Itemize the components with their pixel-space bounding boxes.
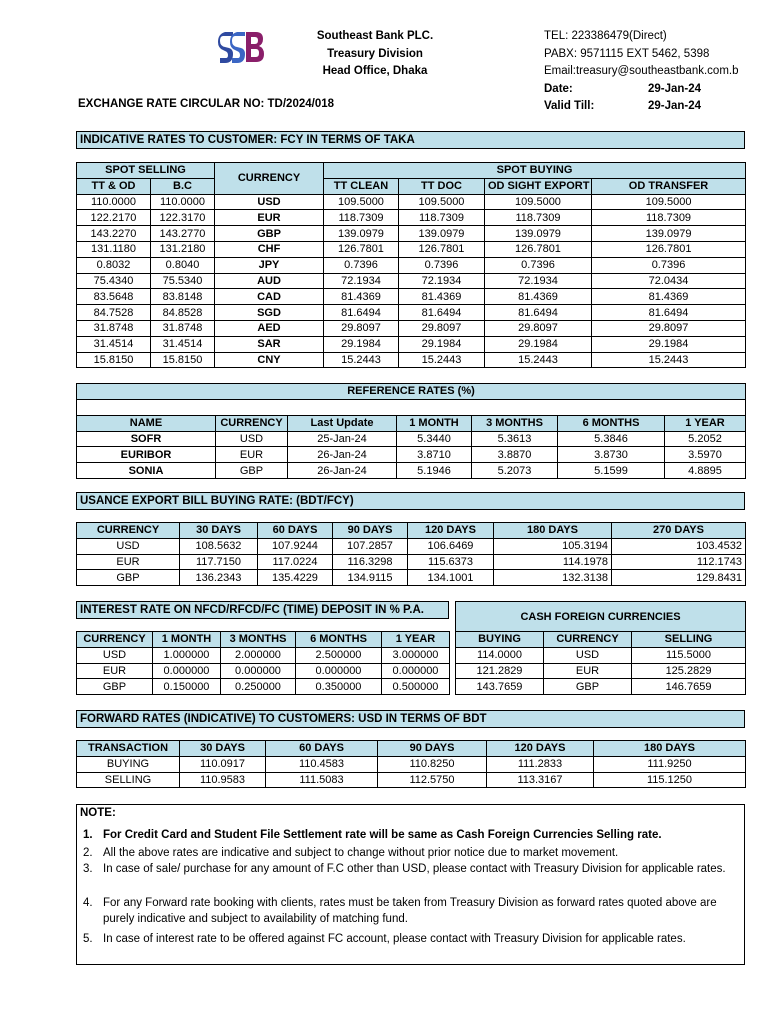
table-cell: SOFR (77, 431, 216, 447)
column-header: TT DOC (399, 178, 485, 194)
table-cell: 109.5000 (592, 194, 746, 210)
table-cell: 107.2857 (333, 538, 408, 554)
table-cell: 3.5970 (665, 447, 746, 463)
column-header: 180 DAYS (594, 741, 746, 757)
table-cell: 3.8710 (397, 447, 472, 463)
table-cell: 25-Jan-24 (288, 431, 397, 447)
table-cell: 0.350000 (296, 679, 382, 695)
table-cell: 110.0917 (180, 756, 266, 772)
table-cell: CNY (215, 352, 324, 368)
table-cell: 84.8528 (151, 305, 215, 321)
table-cell: 118.7309 (324, 210, 399, 226)
column-header: 270 DAYS (612, 523, 746, 539)
table-cell: USD (77, 538, 180, 554)
column-header: 180 DAYS (494, 523, 612, 539)
table-cell: 122.2170 (77, 210, 151, 226)
table-cell: 111.9250 (594, 756, 746, 772)
table-row (77, 352, 746, 368)
table-cell: 5.2073 (472, 463, 558, 479)
note-number: 2. (83, 847, 93, 859)
table-row (456, 647, 746, 663)
table-cell: 81.4369 (485, 289, 592, 305)
table-cell: 15.2443 (399, 352, 485, 368)
table-row (77, 663, 450, 679)
table-cell: 29.1984 (399, 336, 485, 352)
table-cell: 118.7309 (399, 210, 485, 226)
currency-header: CURRENCY (215, 163, 324, 195)
table-cell: AED (215, 320, 324, 336)
column-header: Last Update (288, 415, 397, 431)
usance-title: USANCE EXPORT BILL BUYING RATE: (BDT/FCY) (76, 492, 745, 510)
table-cell: 132.3138 (494, 570, 612, 586)
table-cell: 0.000000 (296, 663, 382, 679)
table-cell: EUR (544, 663, 632, 679)
bank-logo (216, 30, 266, 64)
table-row (77, 756, 746, 772)
table-cell: 72.1934 (324, 273, 399, 289)
table-cell: USD (77, 647, 153, 663)
table-cell: EUR (215, 210, 324, 226)
table-cell: 105.3194 (494, 538, 612, 554)
table-cell: 134.1001 (408, 570, 494, 586)
table-cell: 4.8895 (665, 463, 746, 479)
table-cell: 109.5000 (399, 194, 485, 210)
table-row (77, 226, 746, 242)
table-cell: 3.000000 (382, 647, 450, 663)
table-cell: 81.6494 (485, 305, 592, 321)
column-header: TRANSACTION (77, 741, 180, 757)
table-cell: 5.3440 (397, 431, 472, 447)
table-cell: 81.6494 (592, 305, 746, 321)
table-cell: 121.2829 (456, 663, 544, 679)
table-cell: EUR (216, 447, 288, 463)
table-cell: 143.2270 (77, 226, 151, 242)
table-cell: 29.8097 (592, 320, 746, 336)
column-header: 60 DAYS (258, 523, 333, 539)
table-cell: 0.8032 (77, 257, 151, 273)
table-cell: 15.2443 (592, 352, 746, 368)
column-header: NAME (77, 415, 216, 431)
table-cell: GBP (215, 226, 324, 242)
table-row (456, 679, 746, 695)
table-cell: 83.5648 (77, 289, 151, 305)
table-row (77, 538, 746, 554)
table-cell: 75.4340 (77, 273, 151, 289)
division-name: Treasury Division (327, 47, 423, 60)
column-header: 3 MONTHS (472, 415, 558, 431)
table-cell: 83.8148 (151, 289, 215, 305)
table-cell: 84.7528 (77, 305, 151, 321)
column-header: CURRENCY (77, 523, 180, 539)
table-cell: 143.2770 (151, 226, 215, 242)
table-cell: 118.7309 (485, 210, 592, 226)
column-header: SELLING (632, 632, 746, 648)
table-cell: 131.2180 (151, 241, 215, 257)
table-cell: 29.1984 (592, 336, 746, 352)
table-row (77, 647, 450, 663)
table-cell: 126.7801 (485, 241, 592, 257)
table-cell: 111.5083 (266, 772, 378, 788)
table-cell: 117.7150 (180, 554, 258, 570)
table-cell: USD (216, 431, 288, 447)
interest-rate-table (76, 631, 450, 695)
table-cell: 3.8730 (558, 447, 665, 463)
table-cell: 126.7801 (399, 241, 485, 257)
table-cell: 139.0979 (485, 226, 592, 242)
table-row (77, 305, 746, 321)
table-cell: BUYING (77, 756, 180, 772)
table-row (77, 210, 746, 226)
table-cell: SGD (215, 305, 324, 321)
valid-till-value: 29-Jan-24 (648, 100, 702, 112)
valid-till-label: Valid Till: (544, 100, 595, 112)
table-cell: 114.0000 (456, 647, 544, 663)
table-cell: 0.150000 (153, 679, 221, 695)
table-row (77, 447, 746, 463)
office-name: Head Office, Dhaka (322, 65, 428, 77)
contact-info (544, 28, 768, 116)
table-cell: 131.1180 (77, 241, 151, 257)
table-cell: 29.8097 (399, 320, 485, 336)
notes-title: NOTE: (80, 807, 116, 819)
column-header: OD SIGHT EXPORT (485, 178, 592, 194)
table-row (77, 554, 746, 570)
table-cell: 5.1946 (397, 463, 472, 479)
column-header: 30 DAYS (180, 741, 266, 757)
column-header: 6 MONTHS (296, 632, 382, 648)
table-cell: 109.5000 (324, 194, 399, 210)
table-cell: 1.000000 (153, 647, 221, 663)
column-header: 1 MONTH (153, 632, 221, 648)
table-cell: 109.5000 (485, 194, 592, 210)
table-cell: 26-Jan-24 (288, 463, 397, 479)
column-header: CURRENCY (544, 632, 632, 648)
table-cell: EUR (77, 663, 153, 679)
note-item (83, 895, 743, 927)
table-cell: 115.5000 (632, 647, 746, 663)
table-cell: 110.0000 (77, 194, 151, 210)
table-cell: 134.9115 (333, 570, 408, 586)
table-cell: 116.3298 (333, 554, 408, 570)
table-cell: 72.1934 (485, 273, 592, 289)
column-header: BUYING (456, 632, 544, 648)
table-cell: GBP (77, 679, 153, 695)
table-cell: 81.4369 (324, 289, 399, 305)
table-cell: 81.4369 (399, 289, 485, 305)
spot-selling-header: SPOT SELLING (77, 163, 215, 179)
bank-name: Southeast Bank PLC. (316, 30, 434, 42)
table-cell: 75.5340 (151, 273, 215, 289)
table-cell: 117.0224 (258, 554, 333, 570)
table-cell: SELLING (77, 772, 180, 788)
table-cell: 110.9583 (180, 772, 266, 788)
table-cell: 114.1978 (494, 554, 612, 570)
table-cell: GBP (544, 679, 632, 695)
note-number: 5. (83, 933, 93, 945)
note-item (83, 931, 743, 947)
table-cell: 5.1599 (558, 463, 665, 479)
table-cell: 0.000000 (221, 663, 296, 679)
table-row (77, 431, 746, 447)
table-cell: 72.1934 (399, 273, 485, 289)
table-cell: 72.0434 (592, 273, 746, 289)
column-header: 1 YEAR (665, 415, 746, 431)
table-cell: CHF (215, 241, 324, 257)
column-header: 1 YEAR (382, 632, 450, 648)
note-item (83, 827, 743, 843)
note-text: In case of interest rate to be offered against FC account, please contact with Treasury Division for applicable rates. (103, 933, 686, 945)
table-cell: 113.3167 (487, 772, 594, 788)
indicative-rates-table (76, 162, 746, 368)
column-header: TT & OD (77, 178, 151, 194)
table-cell: USD (215, 194, 324, 210)
table-cell: 15.8150 (77, 352, 151, 368)
table-row (77, 241, 746, 257)
table-row (77, 320, 746, 336)
table-cell: EURIBOR (77, 447, 216, 463)
note-text: In case of sale/ purchase for any amount of F.C other than USD, please contact with Treasury Division for applicable rates. (103, 863, 726, 875)
table-cell: 0.7396 (592, 257, 746, 273)
column-header: B.C (151, 178, 215, 194)
table-cell: 2.000000 (221, 647, 296, 663)
column-header: CURRENCY (77, 632, 153, 648)
table-cell: 139.0979 (324, 226, 399, 242)
table-cell: 110.4583 (266, 756, 378, 772)
note-number: 4. (83, 897, 93, 909)
table-cell: 115.1250 (594, 772, 746, 788)
pabx-text: PABX: 9571115 EXT 5462, 5398 (544, 47, 710, 60)
indicative-rates-title: INDICATIVE RATES TO CUSTOMER: FCY IN TERMS OF TAKA (76, 131, 745, 149)
table-cell: 0.7396 (324, 257, 399, 273)
table-cell: 139.0979 (399, 226, 485, 242)
table-cell: AUD (215, 273, 324, 289)
table-cell: 0.000000 (382, 663, 450, 679)
tel-text: TEL: 223386479(Direct) (544, 30, 667, 42)
table-cell: USD (544, 647, 632, 663)
table-row (77, 679, 450, 695)
column-header: 6 MONTHS (558, 415, 665, 431)
table-cell: 29.8097 (485, 320, 592, 336)
note-text: All the above rates are indicative and subject to change without prior notice due to market movement. (103, 847, 619, 859)
table-cell: 126.7801 (324, 241, 399, 257)
table-cell: 3.8870 (472, 447, 558, 463)
table-cell: 146.7659 (632, 679, 746, 695)
notes-box (76, 804, 745, 965)
table-cell: 112.1743 (612, 554, 746, 570)
table-row (456, 663, 746, 679)
table-cell: 143.7659 (456, 679, 544, 695)
table-cell: 112.5750 (378, 772, 487, 788)
table-cell: GBP (216, 463, 288, 479)
table-cell: 0.7396 (485, 257, 592, 273)
table-cell: 106.6469 (408, 538, 494, 554)
column-header: 60 DAYS (266, 741, 378, 757)
interest-rate-title: INTEREST RATE ON NFCD/RFCD/FC (TIME) DEPOSIT IN % P.A. (76, 601, 449, 619)
table-cell: 81.6494 (324, 305, 399, 321)
note-text: For Credit Card and Student File Settlement rate will be same as Cash Foreign Currencies Selling rate. (103, 829, 662, 841)
cash-foreign-table (455, 601, 746, 695)
table-cell: 15.2443 (324, 352, 399, 368)
table-cell: 31.8748 (77, 320, 151, 336)
table-cell: 110.8250 (378, 756, 487, 772)
table-row (77, 570, 746, 586)
table-cell: 5.2052 (665, 431, 746, 447)
table-cell: 0.8040 (151, 257, 215, 273)
table-row (77, 289, 746, 305)
table-cell: CAD (215, 289, 324, 305)
table-cell: 5.3613 (472, 431, 558, 447)
usance-table (76, 522, 746, 586)
table-cell: 107.9244 (258, 538, 333, 554)
table-cell: 29.1984 (324, 336, 399, 352)
table-row (77, 257, 746, 273)
table-cell: EUR (77, 554, 180, 570)
table-cell: 139.0979 (592, 226, 746, 242)
column-header: 90 DAYS (333, 523, 408, 539)
table-cell: 31.4514 (77, 336, 151, 352)
table-cell: 125.2829 (632, 663, 746, 679)
table-cell: 81.4369 (592, 289, 746, 305)
table-cell: 2.500000 (296, 647, 382, 663)
table-cell: 0.000000 (153, 663, 221, 679)
table-cell: 135.4229 (258, 570, 333, 586)
column-header: 3 MONTHS (221, 632, 296, 648)
circular-number: EXCHANGE RATE CIRCULAR NO: TD/2024/018 (78, 98, 335, 110)
bank-info (300, 28, 450, 81)
reference-rates-table (76, 383, 746, 479)
column-header: OD TRANSFER (592, 178, 746, 194)
forward-rates-title: FORWARD RATES (INDICATIVE) TO CUSTOMERS: USD IN TERMS OF BDT (76, 710, 745, 728)
column-header: 120 DAYS (408, 523, 494, 539)
table-row (77, 772, 746, 788)
column-header: 30 DAYS (180, 523, 258, 539)
table-cell: 115.6373 (408, 554, 494, 570)
table-cell: 81.6494 (399, 305, 485, 321)
table-cell: 110.0000 (151, 194, 215, 210)
table-cell: 118.7309 (592, 210, 746, 226)
table-cell: 26-Jan-24 (288, 447, 397, 463)
table-cell: 5.3846 (558, 431, 665, 447)
column-header: 1 MONTH (397, 415, 472, 431)
table-cell: 0.500000 (382, 679, 450, 695)
date-value: 29-Jan-24 (648, 82, 702, 95)
table-cell: 122.3170 (151, 210, 215, 226)
table-cell: 31.4514 (151, 336, 215, 352)
table-row (77, 273, 746, 289)
cash-foreign-title: CASH FOREIGN CURRENCIES (456, 602, 746, 632)
note-item (83, 845, 743, 861)
table-cell: 15.2443 (485, 352, 592, 368)
reference-rates-title: REFERENCE RATES (%) (77, 384, 746, 400)
table-cell: 15.8150 (151, 352, 215, 368)
column-header: 120 DAYS (487, 741, 594, 757)
table-cell: 108.5632 (180, 538, 258, 554)
note-number: 3. (83, 863, 93, 875)
table-cell: 29.1984 (485, 336, 592, 352)
table-cell: JPY (215, 257, 324, 273)
table-cell: SONIA (77, 463, 216, 479)
table-cell: 136.2343 (180, 570, 258, 586)
table-cell: 29.8097 (324, 320, 399, 336)
column-header: CURRENCY (216, 415, 288, 431)
note-number: 1. (83, 829, 93, 841)
table-row (77, 194, 746, 210)
table-cell: 0.7396 (399, 257, 485, 273)
date-label: Date: (544, 82, 573, 95)
note-item (83, 861, 743, 877)
spot-buying-header: SPOT BUYING (324, 163, 746, 179)
table-cell: GBP (77, 570, 180, 586)
table-cell: 111.2833 (487, 756, 594, 772)
table-cell: 126.7801 (592, 241, 746, 257)
column-header: 90 DAYS (378, 741, 487, 757)
table-row (77, 463, 746, 479)
table-cell: 103.4532 (612, 538, 746, 554)
forward-rates-table (76, 740, 746, 788)
table-cell: 129.8431 (612, 570, 746, 586)
table-cell: SAR (215, 336, 324, 352)
table-cell: 0.250000 (221, 679, 296, 695)
note-text: For any Forward rate booking with clients, rates must be taken from Treasury Division as forward rates quoted above are purely indicative and subject to availability of matching fund. (103, 897, 717, 925)
table-row (77, 336, 746, 352)
email-text: Email:treasury@southeastbank.com.b (544, 65, 739, 77)
table-cell: 31.8748 (151, 320, 215, 336)
column-header: TT CLEAN (324, 178, 399, 194)
